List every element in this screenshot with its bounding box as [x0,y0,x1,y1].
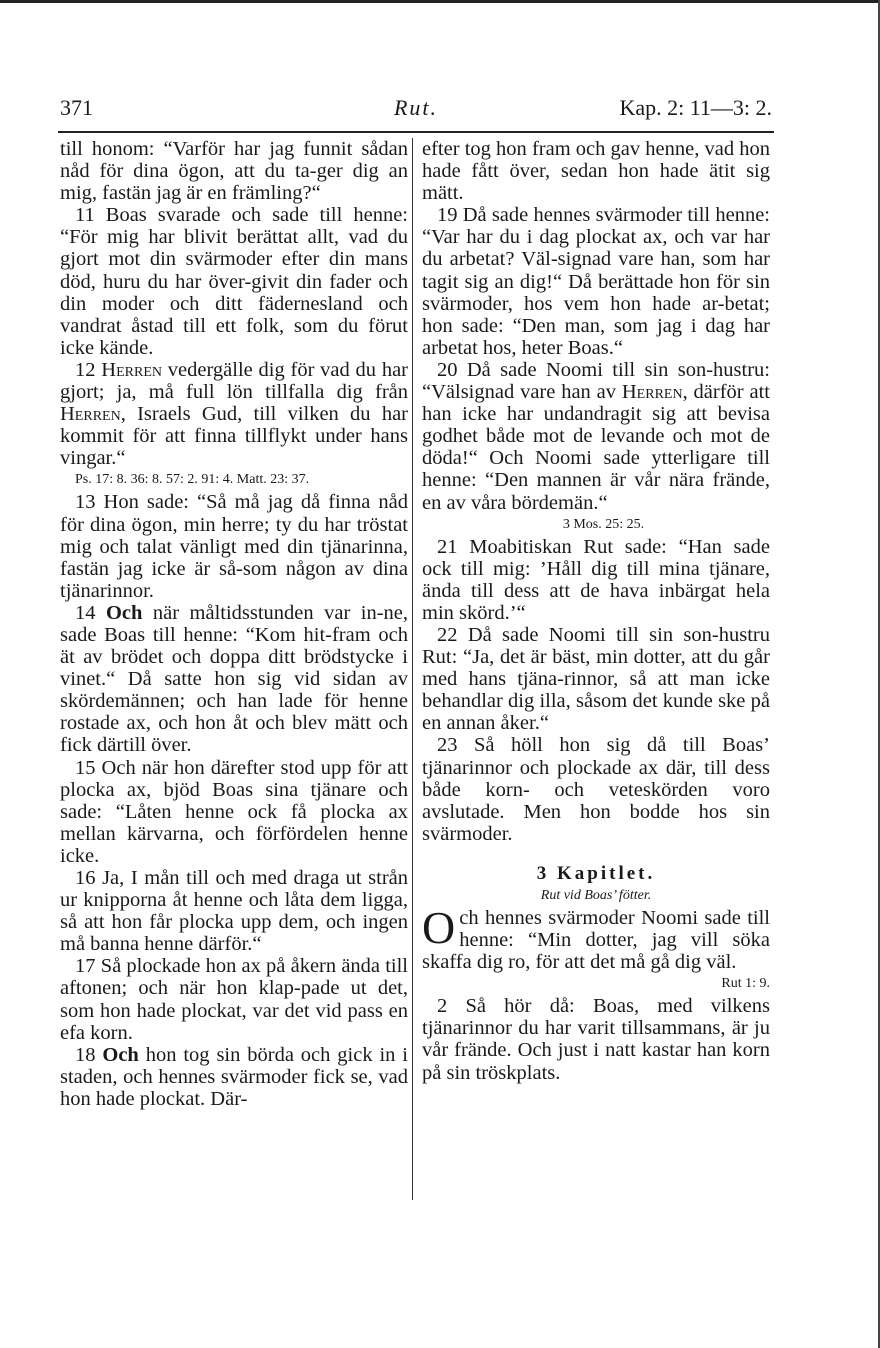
running-header [60,95,772,129]
verse-text: Israels Gud, till vilken du har kommit för att finna tillflykt under hans vingar.“ [60,403,408,470]
column-divider [412,138,413,1200]
verse-3-1 [422,902,770,974]
verse-2-21: 21 Moabitiskan Rut sade: “Han sade ock till mig: ’Håll dig till mina tjänare, ända till dess att de hava inbärgat hela min skörd.’“ [422,535,770,624]
herren-smallcaps: Herren [101,358,162,381]
cross-reference: 3 Mos. 25: 25. [562,516,645,532]
book-title: Rut. [393,95,439,120]
verse-2-12 [60,359,408,469]
verse-2-15: 15 Och när hon därefter stod upp för att plocka ax, bjöd Boas sina tjänare och sade: “Låten henne ock få plocka ax mellan kärvarna, och förfördelen henne icke. [60,756,408,867]
verse-2-20 [422,359,770,514]
verse-number: 14 [75,601,106,624]
verse-2-14 [60,602,408,757]
verse-2-18-continuation: efter tog hon fram och gav henne, vad hon hade fått över, sedan hon hade ätit sig mätt. [422,138,770,205]
verse-2-18 [60,1044,408,1110]
verse-2-11: 11 Boas svarade och sade till henne: “För mig har blivit berättat allt, vad du gjort mot din svärmoder efter din mans död, huru du har över-givit din fader och din moder och ditt fädernesland och vandrat åstad till ett folk, som du förut icke kände. [60,204,408,359]
verse-text: när måltidsstunden var in-ne, sade Boas till henne: “Kom hit-fram och ät av brödet och doppa ditt brödstycke i vinet.“ Då satte hon sig vid sidan av skördemännen; och han lade för henne rostade ax, och hon åt och blev mätt och fick därtill över. [60,601,409,757]
drop-cap: O [422,902,456,953]
verse-2-17: 17 Så plockade hon ax på åkern ända till aftonen; och när hon klap-pade ut det, som hon hade plockat, var det vid pass en efa korn. [60,955,408,1044]
verse-text: ch hennes svärmoder Noomi sade till henne: “Min dotter, jag vill söka skaffa dig ro, för att det må gå dig väl. [422,907,770,974]
header-rule [58,131,774,133]
chapter-reference: Kap. 2: 11—3: 2. [619,95,772,120]
page-top-edge [0,0,880,3]
verse-2-23: 23 Så höll hon sig då till Boas’ tjänarinnor och plockade ax där, till dess både korn- och veteskörden voro avslutade. Men hon bodde hos sin svärmoder. [422,734,770,845]
right-column [422,138,770,1084]
verse-2-13: 13 Hon sade: “Så må jag då finna nåd för dina ögon, min herre; ty du har tröstat mig och talat vänligt med din tjänarinna, fastän jag icke är så-som någon av dina tjänarinnor. [60,491,408,602]
verse-text: därför att han icke har undandragit sig att bevisa godhet både mot de levande och mot de döda!“ Och Noomi sade ytterligare till henne: “Den mannen är vår nära frände, en av våra bördemän.“ [422,381,770,514]
verse-text: hon tog sin börda och gick in i staden, och hennes svärmoder fick se, vad hon hade plockat. Där- [60,1043,408,1110]
verse-3-2: 2 Så hör då: Boas, med vilkens tjänarinnor du har varit tillsammans, är ju vår frände. Och just i natt kastar han korn på sin tröskplats. [422,995,770,1084]
herren-smallcaps: Herren, [60,403,126,426]
left-column [60,138,408,1110]
verse-2-10-continuation: till honom: “Varför har jag funnit sådan nåd för dina ögon, att du ta-ger dig an mig, fastän jag är en främling?“ [60,138,408,205]
verse-text: 12 [75,358,102,381]
chapter-subtitle: Rut vid Boas’ fötter. [540,888,652,903]
verse-text: 20 Då sade Noomi till sin son-hustru: “Välsignad vare han av [422,358,770,404]
verse-text: vedergälle dig för vad du har gjort; ja, må full lön tillfalla dig från [60,358,408,404]
paragraph-start-bold: Och [105,601,143,624]
spacer [422,845,770,853]
herren-smallcaps: Herren, [621,381,688,404]
cross-reference: Rut 1: 9. [721,976,770,992]
paragraph-start-bold: Och [102,1043,139,1066]
verse-2-22: 22 Då sade Noomi till sin son-hustru Rut: “Ja, det är bäst, min dotter, att du går med hans tjäna-rinnor, så att man icke behandlar dig illa, såsom det kunde ske på en annan åker.“ [422,623,770,735]
verse-number: 18 [75,1043,103,1066]
verse-2-16: 16 Ja, I mån till och med draga ut strån ur knipporna åt henne och låta dem ligga, så att hon får plocka upp dem, och ingen må banna henne därför.“ [60,867,408,956]
cross-reference: Ps. 17: 8. 36: 8. 57: 2. 91: 4. Matt. 23: 37. [75,472,310,488]
chapter-title: 3 Kapitlet. [536,862,656,884]
verse-2-19: 19 Då sade hennes svärmoder till henne: “Var har du i dag plockat ax, och var har du arbetat? Väl-signad vare han, som har tagit sig an dig!“ Då berättade hon för sin svärmoder, hos vem hon hade ar-betat; hon sade: “Den man, som jag i dag har arbetat hos, heter Boas.“ [422,204,770,359]
page-number: 371 [60,95,93,120]
